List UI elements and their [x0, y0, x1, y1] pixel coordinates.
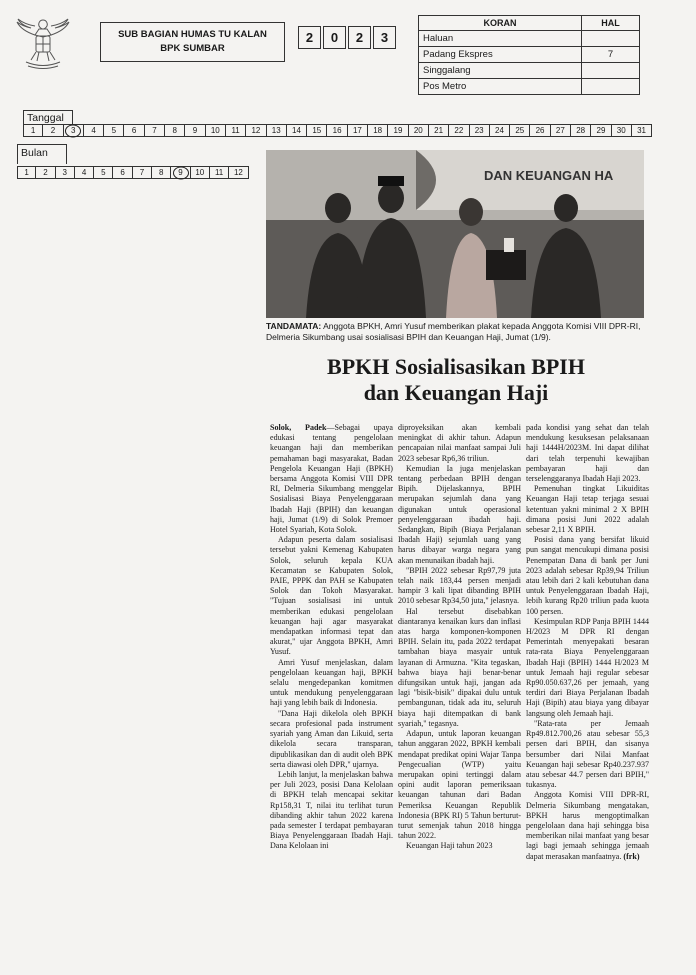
bulan-cell [17, 166, 36, 179]
cell-number: 4 [81, 168, 87, 177]
paragraph: diproyeksikan akan kembali meningkat di akhir tahun. Adapun pencapaian nilai manfaat sampai Juli 2023 sebesar Rp6,36 triliun. [398, 423, 521, 463]
year-digit: 2 [298, 26, 321, 49]
cell-number: 11 [231, 126, 240, 135]
article-column-1 [270, 423, 393, 852]
tanggal-cell [632, 124, 652, 137]
cell-number: 1 [24, 168, 29, 177]
cell-number: 3 [62, 168, 67, 177]
tanggal-cell [145, 124, 165, 137]
cell-number: 22 [454, 126, 464, 135]
cell-number: 6 [120, 168, 125, 177]
event-photo [266, 150, 644, 318]
article-headline [266, 354, 646, 406]
koran-name: Padang Ekspres [419, 47, 582, 63]
tanggal-cell [226, 124, 246, 137]
bulan-cell [94, 166, 113, 179]
bulan-cell [191, 166, 210, 179]
cell-number: 5 [101, 168, 106, 177]
cell-number: 4 [91, 126, 96, 135]
paragraph: "Rata-rata per Jemaah Rp49.812.700,26 atau sebesar 55,3 persen dari BPIH, dan sisanya bersumber dari Nilai Manfaat Keuangan haji sebesar Rp40.237.937 atau sebesar 44.7 persen dari BPIH," tukasnya. [526, 718, 649, 790]
cell-number: 10 [195, 168, 205, 177]
paragraph: Posisi dana yang bersifat likuid pun sangat mencukupi dimana posisi Penempatan Dana di bank per Juni 2023 adalah sebesar Rp39,94 Triliun atau lebih dari 2 kali kebutuhan dana untuk Penyelenggaraan Ibadah Haji, lebih kurang Rp20 triliun pada kuota 100 persen. [526, 535, 649, 616]
year-box [298, 26, 398, 49]
tanggal-cell [124, 124, 144, 137]
paragraph: Pemenuhan tingkat Likuiditas Keuangan Haji tetap terjaga sesuai ketentuan yakni minimal 2 X BPIH dimana posisi Juni 2022 adalah sebesar 2,11 X BPIH. [526, 484, 649, 535]
cell-number: 28 [576, 126, 586, 135]
paragraph: Hal tersebut disebabkan diantaranya kenaikan kurs dan inflasi atas harga komponen-komponen BPIH. Selain itu, pada 2022 terdapat tambahan biaya masyair untuk layanan di Armuzna. "Kita tegaskan, bahwa biaya haji benar-benar difungsikan untuk haji, jangan ada lagi "bisik-bisik" dipakai dulu untuk pembangunan, tidak ada itu, seluruh biaya haji ditempatkan di bank syariah," tegasnya. [398, 606, 521, 728]
tanggal-cell [490, 124, 510, 137]
headline-line-2: dan Keuangan Haji [363, 380, 549, 405]
paragraph: Anggota Komisi VIII DPR-RI, Delmeria Sikumbang mengatakan, BPKH harus mengoptimalkan pengelolaan dana haji sehingga bisa memberikan nilai manfaat yang besar lagi bagi jemaah sehingga jemaah dapat merasakan manfaatnya. [526, 790, 649, 861]
headline-line-1: BPKH Sosialisasikan BPIH [327, 354, 585, 379]
tanggal-cell [348, 124, 368, 137]
tanggal-cell [267, 124, 287, 137]
year-digit: 3 [373, 26, 396, 49]
hal-header: HAL [582, 16, 640, 31]
cell-number: 29 [596, 126, 606, 135]
bulan-cell [36, 166, 55, 179]
office-line-1: SUB BAGIAN HUMAS TU KALAN [118, 29, 267, 40]
selected-circle-mark [65, 124, 81, 137]
paragraph: "Dana Haji dikelola oleh BPKH secara profesional pada instrument syariah yang Aman dan Likuid, serta dikelola secara transparan, dipublikasikan dan di audit oleh BPK serta diawasi oleh DPR," ujarnya. [270, 708, 393, 769]
cell-number: 27 [555, 126, 565, 135]
tanggal-cell [23, 124, 43, 137]
dateline: Solok, Padek [270, 423, 327, 432]
cell-number: 9 [192, 126, 198, 135]
cell-number: 17 [352, 126, 362, 135]
cell-number: 8 [172, 126, 177, 135]
koran-hal: 7 [582, 47, 640, 63]
article-column-3 [526, 423, 649, 862]
tanggal-cell [165, 124, 185, 137]
cell-number: 5 [111, 126, 117, 135]
cell-number: 1 [30, 126, 36, 135]
cell-number: 31 [637, 126, 646, 135]
tanggal-cell [104, 124, 124, 137]
koran-name: Pos Metro [419, 79, 582, 95]
koran-hal [582, 63, 640, 79]
tanggal-cell [530, 124, 550, 137]
caption-text: Anggota BPKH, Amri Yusuf memberikan plakat kepada Anggota Komisi VIII DPR-RI, Delmeria Sikumbang usai sosialisasi BPIH dan Keuangan Haji, Jumat (1/9). [266, 321, 641, 342]
tanggal-cell [571, 124, 591, 137]
tanggal-cell [510, 124, 530, 137]
tanggal-cell [327, 124, 347, 137]
tanggal-cell [551, 124, 571, 137]
cell-number: 2 [43, 168, 48, 177]
table-row [419, 31, 640, 47]
paragraph: pada kondisi yang sehat dan telah mendukung kesuksesan pelaksanaan haji 1444H/2023M. Ini dapat dilihat dari telah terpenuhi kewajiban pembayaran haji dan terselenggaranya Ibadah Haji 2023. [526, 423, 649, 484]
caption-lead: TANDAMATA: [266, 321, 322, 331]
cell-number: 2 [50, 126, 56, 135]
koran-header: KORAN [419, 16, 582, 31]
koran-name: Singgalang [419, 63, 582, 79]
garuda-emblem-logo [12, 12, 74, 74]
cell-number: 7 [152, 126, 157, 135]
newspaper-table [418, 15, 640, 95]
tanggal-cell [429, 124, 449, 137]
bulan-cell [113, 166, 132, 179]
cell-number: 25 [515, 126, 525, 135]
cell-number: 11 [214, 168, 224, 177]
office-line-2: BPK SUMBAR [160, 43, 225, 54]
tanggal-cell [287, 124, 307, 137]
bulan-cell [152, 166, 171, 179]
tanggal-cell [246, 124, 266, 137]
year-digit: 2 [348, 26, 371, 49]
tanggal-cell [307, 124, 327, 137]
tanggal-row [23, 124, 652, 137]
bulan-cell [229, 166, 248, 179]
cell-number: 21 [434, 126, 444, 135]
year-digit: 0 [323, 26, 346, 49]
tanggal-cell [64, 124, 84, 137]
bulan-label: Bulan [17, 144, 67, 164]
cell-number: 9 [178, 168, 183, 177]
bulan-cell [75, 166, 94, 179]
cell-number: 10 [210, 126, 220, 135]
paragraph: Kesimpulan RDP Panja BPIH 1444 H/2023 M DPR RI dengan Pemerintah menyepakati besaran rata-rata Biaya Penyelenggaraan Ibadah Haji (BPIH) 1444 H/2023 M untuk Jemaah haji regular sebesar Rp90.050.637,26 per jemaah, yang terdiri dari Biaya Perjalanan Ibadah Haji (Bipih) atau biaya yang dibayar langsung oleh Jemaah haji. [526, 616, 649, 718]
bulan-cell [56, 166, 75, 179]
paragraph: "BPIH 2022 sebesar Rp97,79 juta telah naik 183,44 persen menjadi hampir 3 kali lipat dibanding BPIH 2010 sebesar Rp34,50 juta," jelasnya. [398, 565, 521, 606]
cell-number: 15 [312, 126, 322, 135]
cell-number: 24 [495, 126, 504, 135]
bulan-cell [171, 166, 190, 179]
article-column-2 [398, 423, 521, 852]
cell-number: 7 [139, 168, 145, 177]
cell-number: 23 [474, 126, 484, 135]
bulan-row [17, 166, 249, 179]
photo-caption [266, 321, 646, 343]
selected-circle-mark [173, 166, 189, 179]
cell-number: 8 [159, 168, 164, 177]
cell-number: 13 [271, 126, 281, 135]
table-row [419, 47, 640, 63]
cell-number: 14 [292, 126, 301, 135]
tanggal-cell [43, 124, 63, 137]
photo-banner-text: DAN KEUANGAN HA [484, 168, 614, 183]
cell-number: 30 [616, 126, 626, 135]
tanggal-cell [409, 124, 429, 137]
koran-hal [582, 79, 640, 95]
paragraph: Amri Yusuf menjelaskan, dalam pengelolaan keuangan haji, BPKH selalu mengedepankan komitmen untuk mendukung penyelenggaraan haji yang lebih baik di Indonesia. [270, 657, 393, 708]
paragraph: Lebih lanjut, la menjelaskan bahwa per Juli 2023, posisi Dana Kelolaan di BPKH telah mencapai sekitar Rp158,31 T, nilai itu terlihat turun dibanding akhir tahun 2022 karena pada semester I terdapat pembayaran Biaya Penyelenggaraan Ibadah Haji. Dana Kelolaan ini [270, 769, 393, 851]
koran-hal [582, 31, 640, 47]
cell-number: 18 [373, 126, 383, 135]
cell-number: 26 [535, 126, 545, 135]
cell-number: 16 [332, 126, 342, 135]
bulan-cell [210, 166, 229, 179]
cell-number: 19 [393, 126, 403, 135]
tanggal-cell [185, 124, 205, 137]
tanggal-cell [449, 124, 469, 137]
cell-number: 20 [413, 126, 423, 135]
tanggal-cell [206, 124, 226, 137]
cell-number: 3 [71, 126, 76, 135]
office-stamp [100, 22, 285, 62]
tanggal-cell [470, 124, 490, 137]
table-row [419, 63, 640, 79]
tanggal-cell [612, 124, 632, 137]
signoff: (frk) [623, 851, 640, 861]
paragraph: Kemudian Ia juga menjelaskan tentang perbedaan BPIH dengan Bipih. Dijelaskannya, BPIH merupakan sejumlah dana yang digunakan untuk operasional penyelenggaraan ibadah haji. Sedangkan, Bipih (Biaya Perjalanan Ibadah Haji) sejumlah uang yang harus dibayar warga negara yang akan menunaikan ibadah haji. [398, 463, 521, 565]
bulan-cell [133, 166, 152, 179]
paragraph: Keuangan Haji tahun 2023 [406, 841, 493, 851]
paragraph: —Sebagai upaya edukasi tentang pengelolaan keuangan haji dan memberikan pemahaman bagi masyarakat, Badan Pengelola Keuangan Haji (BPKH) bersama Anggota Komisi VIII DPR RI, Delmeria Sikumbang menggelar Sosialisasi Biaya Penyelenggaraan Ibadah Haji (BPIH) dan keuangan haji, Jumat (1/9) di Solok Premoer Hotel Syariah, Kota Solok. [270, 423, 393, 535]
table-row [419, 79, 640, 95]
paragraph: Adapun, untuk laporan keuangan tahun anggaran 2022, BPKH kembali mendapat predikat opini Wajar Tanpa Pengecualian (WTP) yaitu merupakan opini tertinggi dalam opini audit laporan pemeriksaan keuangan tahunan dari Badan Pemeriksa Keuangan Republik Indonesia (BPK RI) 5 Tahun berturut-turut semenjak tahun 2018 hingga tahun 2022. [398, 729, 521, 841]
paragraph: Adapun peserta dalam sosialisasi tersebut yakni Kemenag Kabupaten Solok, seluruh kepala KUA Kecamatan se Kabupaten Solok, PAIE, PPPK dan PAH se Kabupaten Solok dan Tokoh Masyarakat. "Tujuan sosialisasi ini untuk memberikan edukasi pengelolaan keuangan haji agar masyarakat mendapatkan informasi tepat dan akurat," ujar Anggota BPKH, Amri Yusuf. [270, 535, 393, 657]
tanggal-cell [368, 124, 388, 137]
cell-number: 12 [251, 126, 261, 135]
tanggal-cell [84, 124, 104, 137]
tanggal-label: Tanggal [23, 110, 73, 124]
cell-number: 12 [233, 168, 243, 177]
tanggal-cell [388, 124, 408, 137]
koran-name: Haluan [419, 31, 582, 47]
cell-number: 6 [131, 126, 137, 135]
tanggal-cell [591, 124, 611, 137]
